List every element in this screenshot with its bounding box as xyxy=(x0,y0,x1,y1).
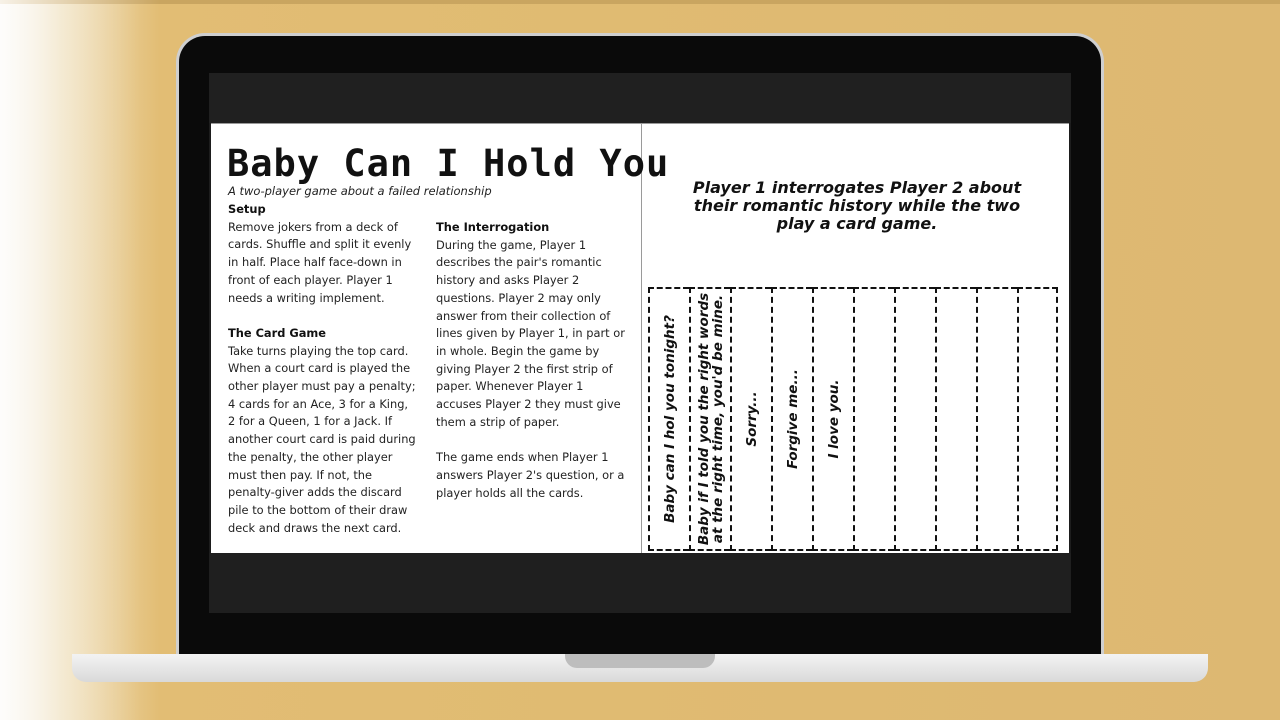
page-title: Baby Can I Hold You xyxy=(227,142,670,185)
game-end-body: The game ends when Player 1 answers Player 2's question, or a player holds all the cards. xyxy=(436,450,625,500)
paper-strip xyxy=(894,287,935,551)
strip-line: Forgive me... xyxy=(784,369,801,469)
laptop-screen xyxy=(209,73,1071,613)
strips-panel xyxy=(642,124,1069,554)
paper-strip xyxy=(935,287,976,551)
viewer-top-bar xyxy=(209,73,1071,123)
strip-line: Sorry... xyxy=(743,391,760,447)
paper-strip xyxy=(853,287,894,551)
rules-column-right xyxy=(436,219,626,502)
document-page xyxy=(211,123,1069,555)
strip-line: Baby if I told you the right words at the right time, you'd be mine. xyxy=(695,292,726,546)
paper-strip xyxy=(1017,287,1058,551)
wall-top-edge xyxy=(0,0,1280,4)
interrogation-heading: The Interrogation xyxy=(436,220,550,234)
card-game-heading: The Card Game xyxy=(228,325,326,340)
setup-body: Remove jokers from a deck of cards. Shuffle and split it evenly in half. Place half face-down in front of each player. Player 1 needs a writing implement. xyxy=(228,219,412,305)
card-game-body: Take turns playing the top card. When a court card is played the other player must pay a penalty; 4 cards for an Ace, 3 for a King, 2 for a Queen, 1 for a Jack. If another court card is paid during the penalty, the other player must then pay. If not, the penalty-giver adds the discard pile to the bottom of their draw deck and draws the next card. xyxy=(228,343,416,535)
setup-heading: Setup xyxy=(228,202,266,216)
paper-strip xyxy=(648,287,689,551)
paper-strip xyxy=(730,287,771,551)
strip-line: Baby can I hol you tonight? xyxy=(661,315,678,523)
paragraph-gap xyxy=(436,431,626,449)
paper-strip xyxy=(689,287,730,551)
interrogation-body: During the game, Player 1 describes the pair's romantic history and asks Player 2 questions. Player 2 may only answer from their collection of lines given by Player 1, in part or in whole. Begin the game by giving Player 2 the first strip of paper. Whenever Player 1 accuses Player 2 they must give them a strip of paper. xyxy=(436,237,625,429)
paper-strips xyxy=(648,287,1062,553)
strip-line: I love you. xyxy=(825,379,842,459)
tagline: Player 1 interrogates Player 2 about their romantic history while the two play a card game. xyxy=(692,178,1022,233)
paragraph-gap xyxy=(228,307,418,325)
page-subtitle: A two-player game about a failed relationship xyxy=(228,184,492,198)
rules-column-left xyxy=(228,201,418,537)
wall-texture xyxy=(0,0,160,720)
laptop-notch xyxy=(565,654,715,668)
paper-strip xyxy=(976,287,1017,551)
viewer-bottom-bar xyxy=(209,553,1071,613)
paper-strip xyxy=(771,287,812,551)
paper-strip xyxy=(812,287,853,551)
